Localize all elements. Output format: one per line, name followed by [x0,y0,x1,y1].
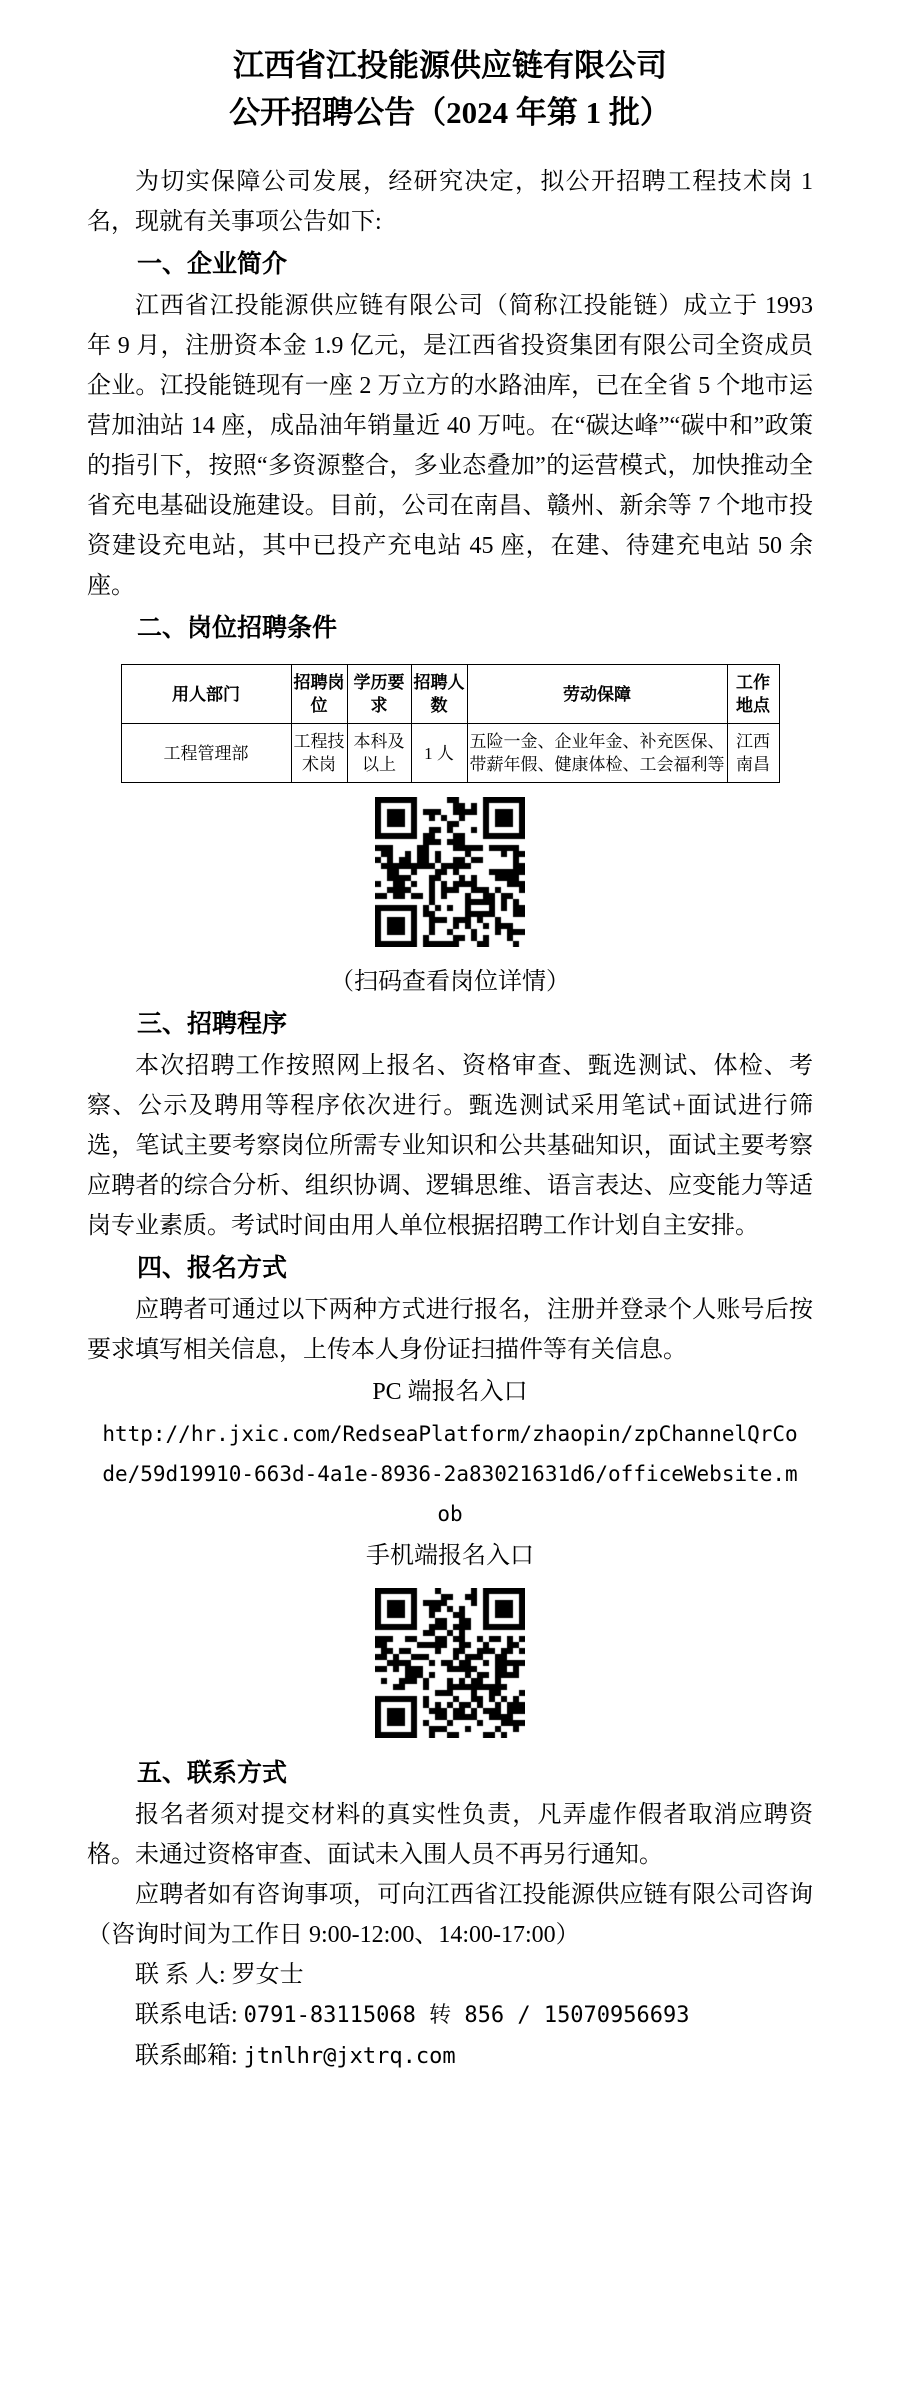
cell-location: 江西南昌 [727,724,779,783]
cell-headcount: 1 人 [411,724,467,783]
col-header-headcount: 招聘人数 [411,665,467,724]
contact-phone-value: 0791-83115068 转 856 / 15070956693 [243,2003,690,2028]
pc-registration-url: http://hr.jxic.com/RedseaPlatform/zhaopin/zpChannelQrCode/59d19910-663d-4a1e-8936-2a83021631d6/officeWebsite.mob [102,1422,798,1526]
contact-person-label: 联 系 人: [135,1962,232,1988]
col-header-location: 工作地点 [727,665,779,724]
procedure-paragraph: 本次招聘工作按照网上报名、资格审查、甄选测试、体检、考察、公示及聘用等程序依次进行。甄选测试采用笔试+面试进行筛选，笔试主要考察岗位所需专业知识和公共基础知识，面试主要考察应聘者的综合分析、组织协调、逻辑思维、语言表达、应变能力等适岗专业素质。考试时间由用人单位根据招聘工作计划自主安排。 [87,1053,813,1239]
cell-benefits: 五险一金、企业年金、补充医保、带薪年假、健康体检、工会福利等 [467,724,727,783]
col-header-benefits: 劳动保障 [467,665,727,724]
cell-position: 工程技术岗 [291,724,347,783]
table-header-row [121,665,779,724]
section-heading-company-profile: 一、企业简介 [137,250,288,278]
contact-phone-line [87,1995,813,2036]
table-row [121,724,779,783]
contact-email-value: jtnlhr@jxtrq.com [243,2044,456,2069]
qr-code-job-details [375,797,525,947]
col-header-department: 用人部门 [121,665,291,724]
contact-email-label: 联系邮箱: [135,2043,244,2069]
registration-paragraph: 应聘者可通过以下两种方式进行报名，注册并登录个人账号后按要求填写相关信息，上传本人身份证扫描件等有关信息。 [87,1297,813,1363]
contact-person-value: 罗女士 [231,1962,304,1988]
company-profile-paragraph: 江西省江投能源供应链有限公司（简称江投能链）成立于 1993 年 9 月，注册资本金 1.9 亿元，是江西省投资集团有限公司全资成员企业。江投能链现有一座 2 万立方的水路油库，已在全省 5 个地市运营加油站 14 座，成品油年销量近 40 万吨。在“碳达峰”“碳中和”政策的指引下，按照“多资源整合，多业态叠加”的运营模式，加快推动全省充电基础设施建设。目前，公司在南昌、赣州、新余等 7 个地市投资建设充电站，其中已投产充电站 45 座，在建、待建充电站 50 余座。 [87,293,813,599]
cell-education: 本科及以上 [347,724,411,783]
mobile-signup-qr-block [87,1588,813,1751]
contact-phone-label: 联系电话: [135,2002,244,2028]
contact-email-line [87,2036,813,2077]
intro-paragraph: 为切实保障公司发展，经研究决定，拟公开招聘工程技术岗 1 名，现就有关事项公告如下: [87,169,813,235]
col-header-position: 招聘岗位 [291,665,347,724]
section-heading-registration: 四、报名方式 [137,1254,288,1282]
section-heading-job-conditions: 二、岗位招聘条件 [137,614,338,642]
contact-disclaimer-paragraph: 报名者须对提交材料的真实性负责，凡弄虚作假者取消应聘资格。未通过资格审查、面试未入围人员不再另行通知。 [87,1802,813,1868]
section-heading-procedure: 三、招聘程序 [137,1010,288,1038]
page-title [87,42,813,136]
qr-caption: （扫码查看岗位详情） [330,969,570,995]
mobile-entry-label: 手机端报名入口 [366,1543,534,1569]
col-header-education: 学历要求 [347,665,411,724]
section-heading-contact: 五、联系方式 [137,1759,288,1787]
recruitment-table [121,664,780,783]
qr-code-mobile-signup [375,1588,525,1738]
job-details-qr-block [87,797,813,960]
cell-department: 工程管理部 [121,724,291,783]
page-title-line1: 江西省江投能源供应链有限公司 [233,48,667,83]
pc-entry-label: PC 端报名入口 [372,1379,528,1405]
contact-consult-paragraph: 应聘者如有咨询事项，可向江西省江投能源供应链有限公司咨询（咨询时间为工作日 9:00-12:00、14:00-17:00） [87,1882,813,1948]
page-title-line2: 公开招聘公告（2024 年第 1 批） [229,95,671,130]
contact-person-line [87,1955,813,1995]
